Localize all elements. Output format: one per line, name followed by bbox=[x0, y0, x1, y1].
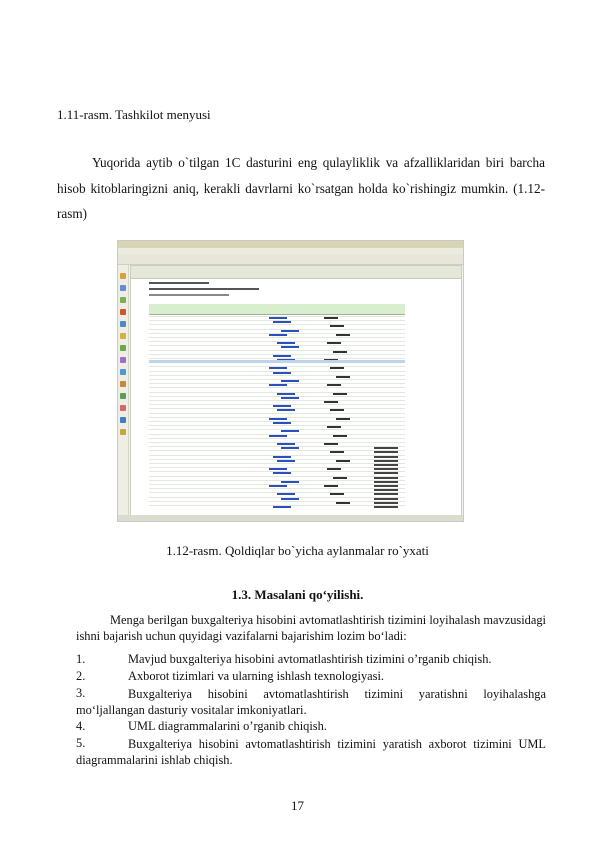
grid-cell bbox=[269, 367, 287, 369]
grid-cell bbox=[374, 493, 398, 495]
task-intro: Menga berilgan buxgalteriya hisobini avtomatlashtirish tizimini loyihalash mavzusidagi ishni bajarish uchun quyidagi vazifalarni bajarishim lozim bo‘ladi: bbox=[76, 613, 546, 643]
grid-row bbox=[149, 501, 405, 502]
grid-cell bbox=[330, 409, 344, 411]
grid-row bbox=[149, 497, 405, 498]
grid-cell bbox=[324, 485, 338, 487]
grid-row bbox=[149, 387, 405, 388]
intro-paragraph: Yuqorida aytib o`tilgan 1C dasturini eng qulayliklik va afzalliklaridan biri barcha hisob kitoblaringizni aniq, kerakli davrlarni ko`rsatgan holda ko`rishingiz mumkin. (1.12-rasm) bbox=[57, 155, 545, 221]
grid-row bbox=[149, 375, 405, 376]
grid-cell bbox=[374, 456, 398, 458]
list-text: Buxgalteriya hisobini avtomatlashtirish tizimini yaratish axborot tizimini UML diagrammalarini ishlab chiqish. bbox=[76, 737, 546, 767]
grid-cell bbox=[281, 397, 299, 399]
previous-figure-caption: 1.11-rasm. Tashkilot menyusi bbox=[57, 107, 211, 122]
grid-cell bbox=[277, 443, 295, 445]
grid-cell bbox=[269, 485, 287, 487]
page-number: 17 bbox=[291, 798, 304, 813]
grid-cell bbox=[333, 477, 347, 479]
list-number: 2. bbox=[76, 669, 86, 683]
grid-row bbox=[149, 379, 405, 380]
grid-row bbox=[149, 400, 405, 401]
screenshot-statusbar bbox=[118, 515, 463, 521]
grid-cell bbox=[281, 330, 299, 332]
screenshot-left-panel bbox=[118, 265, 129, 515]
report-heading bbox=[149, 280, 449, 302]
grid-row bbox=[149, 429, 405, 430]
grid-cell bbox=[269, 317, 287, 319]
grid-cell bbox=[273, 472, 291, 474]
grid-cell bbox=[273, 321, 291, 323]
section-title: 1.3. Masalani qo‘yilishi. bbox=[231, 587, 364, 602]
screenshot-titlebar bbox=[118, 241, 463, 248]
grid-cell bbox=[330, 451, 344, 453]
report-window-toolbar bbox=[131, 266, 461, 279]
grid-cell bbox=[374, 451, 398, 453]
grid-cell bbox=[281, 481, 299, 483]
grid-cell bbox=[374, 460, 398, 462]
grid-cell bbox=[324, 443, 338, 445]
grid-cell bbox=[269, 384, 287, 386]
grid-cell bbox=[336, 334, 350, 336]
grid-row bbox=[149, 446, 405, 447]
grid-cell bbox=[273, 372, 291, 374]
grid-cell bbox=[374, 468, 398, 470]
grid-cell bbox=[336, 376, 350, 378]
report-grid bbox=[149, 304, 405, 514]
list-text: Axborot tizimlari va ularning ishlash texnologiyasi. bbox=[128, 669, 385, 683]
grid-cell bbox=[277, 409, 295, 411]
grid-cell bbox=[273, 456, 291, 458]
grid-row bbox=[149, 476, 405, 477]
grid-cell bbox=[273, 506, 291, 508]
panel-icon bbox=[120, 357, 126, 363]
panel-icon bbox=[120, 369, 126, 375]
grid-cell bbox=[330, 325, 344, 327]
panel-icon bbox=[120, 429, 126, 435]
grid-row bbox=[149, 425, 405, 426]
grid-cell bbox=[336, 460, 350, 462]
grid-cell bbox=[336, 418, 350, 420]
grid-cell bbox=[374, 502, 398, 504]
grid-cell bbox=[374, 447, 398, 449]
panel-icon bbox=[120, 321, 126, 327]
grid-cell bbox=[269, 435, 287, 437]
list-number: 1. bbox=[76, 652, 86, 666]
panel-icon bbox=[120, 333, 126, 339]
grid-row bbox=[149, 329, 405, 330]
grid-row bbox=[149, 488, 405, 489]
grid-row bbox=[149, 480, 405, 481]
grid-cell bbox=[281, 346, 299, 348]
grid-cell bbox=[333, 351, 347, 353]
grid-cell bbox=[324, 401, 338, 403]
grid-cell bbox=[281, 447, 299, 449]
grid-cell bbox=[277, 342, 295, 344]
grid-header bbox=[149, 304, 405, 315]
grid-row bbox=[149, 350, 405, 351]
grid-cell bbox=[374, 481, 398, 483]
grid-cell bbox=[277, 493, 295, 495]
panel-icon bbox=[120, 309, 126, 315]
software-screenshot bbox=[117, 240, 464, 522]
grid-cell bbox=[336, 502, 350, 504]
task-list bbox=[76, 652, 546, 769]
list-text: UML diagrammalarini o’rganib chiqish. bbox=[128, 719, 327, 733]
grid-row bbox=[149, 450, 405, 451]
list-item bbox=[76, 719, 546, 736]
grid-cell bbox=[374, 489, 398, 491]
panel-icon bbox=[120, 273, 126, 279]
grid-cell bbox=[374, 498, 398, 500]
grid-cell bbox=[333, 435, 347, 437]
grid-row bbox=[149, 345, 405, 346]
grid-cell bbox=[330, 367, 344, 369]
screenshot-toolbar bbox=[118, 254, 463, 265]
grid-cell bbox=[273, 422, 291, 424]
list-item bbox=[76, 686, 546, 719]
grid-cell bbox=[277, 393, 295, 395]
grid-cell bbox=[281, 380, 299, 382]
grid-cell bbox=[374, 472, 398, 474]
grid-row bbox=[149, 413, 405, 414]
list-item bbox=[76, 736, 546, 769]
grid-cell bbox=[273, 355, 291, 357]
panel-icon bbox=[120, 381, 126, 387]
grid-cell bbox=[277, 460, 295, 462]
grid-cell bbox=[327, 426, 341, 428]
grid-row bbox=[149, 324, 405, 325]
grid-row bbox=[149, 337, 405, 338]
grid-cell bbox=[281, 498, 299, 500]
list-item bbox=[76, 652, 546, 669]
panel-icon bbox=[120, 285, 126, 291]
panel-icon bbox=[120, 405, 126, 411]
grid-cell bbox=[327, 384, 341, 386]
grid-cell bbox=[327, 342, 341, 344]
list-number: 5. bbox=[76, 736, 86, 750]
selected-row[interactable] bbox=[149, 360, 405, 363]
panel-icon bbox=[120, 345, 126, 351]
grid-cell bbox=[374, 485, 398, 487]
panel-icon bbox=[120, 297, 126, 303]
grid-cell bbox=[273, 405, 291, 407]
grid-cell bbox=[269, 468, 287, 470]
grid-cell bbox=[269, 334, 287, 336]
grid-row bbox=[149, 396, 405, 397]
grid-row bbox=[149, 438, 405, 439]
grid-cell bbox=[281, 430, 299, 432]
grid-cell bbox=[374, 506, 398, 508]
grid-cell bbox=[374, 464, 398, 466]
grid-cell bbox=[269, 418, 287, 420]
report-window bbox=[130, 265, 462, 517]
figure-caption: 1.12-rasm. Qoldiqlar bo`yicha aylanmalar ro`yxati bbox=[166, 543, 429, 558]
grid-cell bbox=[327, 468, 341, 470]
list-number: 4. bbox=[76, 719, 86, 733]
list-number: 3. bbox=[76, 686, 86, 700]
list-item bbox=[76, 669, 546, 686]
panel-icon bbox=[120, 393, 126, 399]
grid-row bbox=[149, 463, 405, 464]
list-text: Mavjud buxgalteriya hisobini avtomatlashtirish tizimini o’rganib chiqish. bbox=[128, 652, 492, 666]
list-text: Buxgalteriya hisobini avtomatlashtirish tizimini yaratishni loyihalashga mo‘ljallangan dasturiy vositalar imkoniyatlari. bbox=[76, 687, 546, 717]
grid-cell bbox=[374, 477, 398, 479]
grid-cell bbox=[330, 493, 344, 495]
grid-cell bbox=[324, 317, 338, 319]
grid-cell bbox=[333, 393, 347, 395]
panel-icon bbox=[120, 417, 126, 423]
